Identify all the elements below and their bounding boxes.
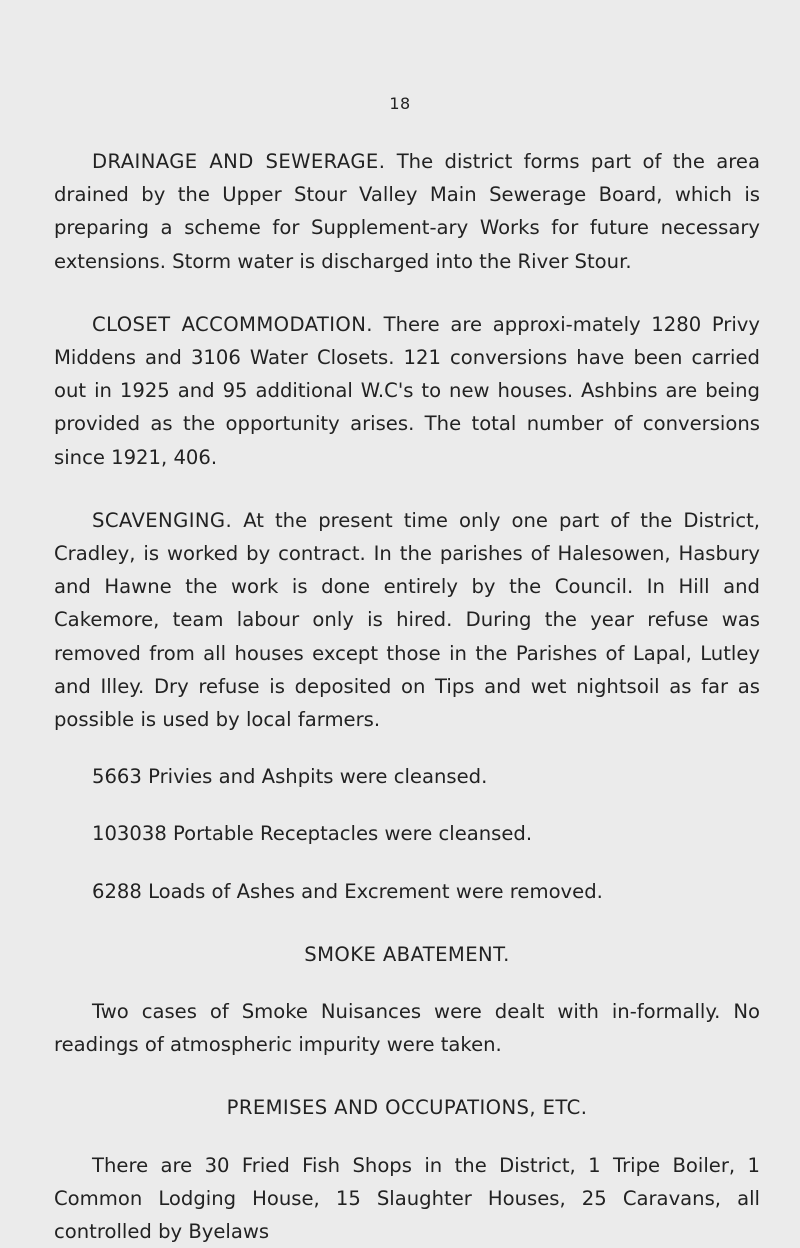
drainage-paragraph: [54, 145, 760, 278]
document-body: [54, 145, 760, 1248]
drainage-heading: DRAINAGE AND SEWERAGE.: [92, 150, 386, 173]
drainage-text: The district forms part of the area drained by the Upper Stour Valley Main Sewerage Board, which is preparing a scheme for Supplement-ary Works for future necessary extensions. Storm water is discharged into the River Stour.: [54, 150, 760, 273]
closet-paragraph: [54, 308, 760, 474]
smoke-text: Two cases of Smoke Nuisances were dealt with in-formally. No readings of atmospheric impurity were taken.: [54, 1000, 760, 1057]
statistic-item: 103038 Portable Receptacles were cleansed.: [92, 822, 533, 846]
scavenging-heading: SCAVENGING.: [92, 508, 233, 532]
premises-heading: PREMISES AND OCCUPATIONS, ETC.: [226, 1096, 588, 1120]
smoke-heading: SMOKE ABATEMENT.: [304, 942, 510, 966]
statistic-item: 5663 Privies and Ashpits were cleansed.: [92, 765, 488, 789]
page-number: 18: [389, 94, 411, 113]
scavenging-text: At the present time only one part of the District, Cradley, is worked by contract. In the parishes of Halesowen, Hasbury and Hawne the work is done entirely by the Council. In Hill and Cakemore, team labour only is hired. During the year refuse was removed from all houses except those in the Parishes of Lapal, Lutley and Illey. Dry refuse is deposited on Tips and wet nightsoil as far as possible is used by local farmers.: [54, 508, 761, 732]
closet-heading: CLOSET ACCOMMODATION.: [92, 312, 373, 336]
scavenging-paragraph: [54, 504, 760, 736]
closet-text: There are approxi-mately 1280 Privy Middens and 3106 Water Closets. 121 conversions have been carried out in 1925 and 95 additional W.C's to new houses. Ashbins are being provided as the opportunity arises. The total number of conversions since 1921, 406.: [54, 312, 760, 469]
statistic-item: 6288 Loads of Ashes and Excrement were removed.: [92, 879, 603, 903]
premises-text: There are 30 Fried Fish Shops in the District, 1 Tripe Boiler, 1 Common Lodging House, 15 Slaughter Houses, 25 Caravans, all controlled by Byelaws: [54, 1153, 760, 1244]
